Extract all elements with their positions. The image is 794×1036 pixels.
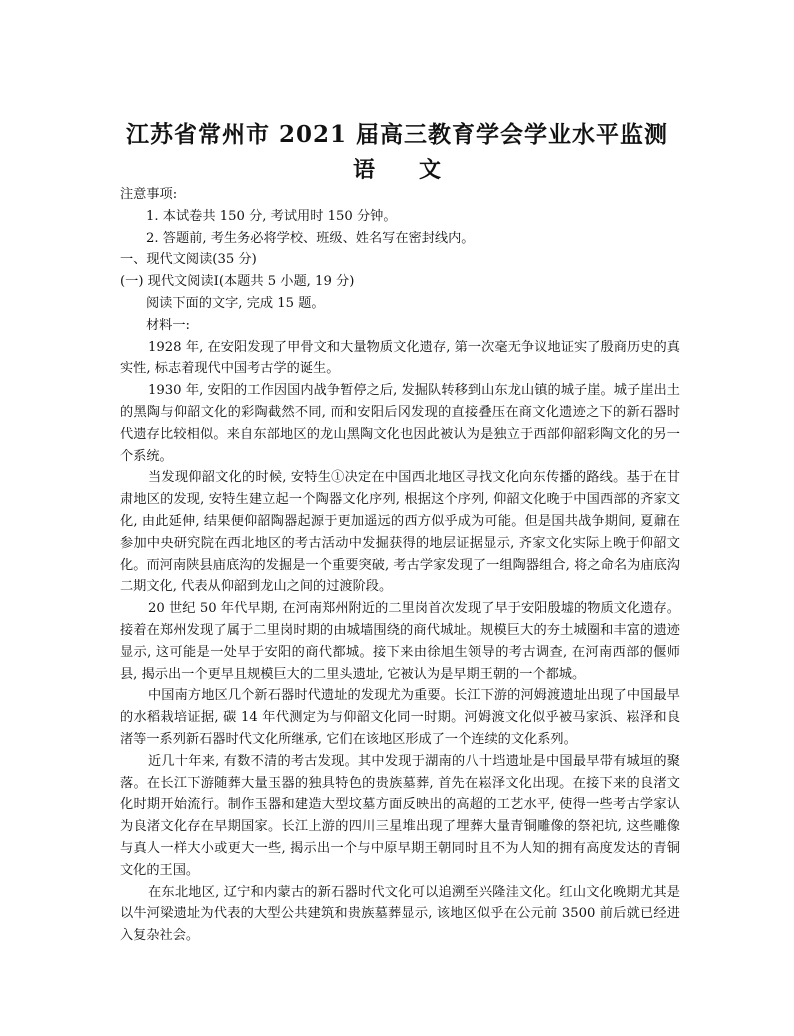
section-heading: 一、现代文阅读(35 分)	[120, 252, 257, 268]
paragraph-4: 20 世纪 50 年代早期, 在河南郑州附近的二里岗首次发现了早于安阳殷墟的物质文化遗存。接着在郑州发现了属于二里岗时期的由城墙围绕的商代城址。规模巨大的夯土城圈和丰富的遗迹显示, 这可能是一处早于安阳的商代都城。接下来由徐旭生领导的考古调查, 在河南西部的偃师县, 揭示出一个更早且规模巨大的二里头遗址, 它被认为是早期王朝的一个都城。	[120, 601, 680, 682]
paragraph-3: 当发现仰韶文化的时候, 安特生①决定在中国西北地区寻找文化向东传播的路线。基于在甘肃地区的发现, 安特生建立起一个陶器文化序列, 根据这个序列, 仰韶文化晚于中国西部的齐家文化, 由此延伸, 结果便仰韶陶器起源于更加遥远的西方似乎成为可能。但是国共战争期间, 夏鼐在参加中央研究院在西北地区的考古活动中发掘获得的地层证据显示, 齐家文化实际上晚于仰韶文化。而河南陕县庙底沟的发掘是一个重要突破, 考古学家发现了一组陶器组合, 将之命名为庙底沟二期文化, 代表从仰韶到龙山之间的过渡阶段。	[120, 470, 680, 595]
subject-char-1: 语	[352, 157, 375, 183]
reading-instruction: 阅读下面的文字, 完成 15 题。	[146, 295, 325, 311]
notice-item-1: 1. 本试卷共 150 分, 考试用时 150 分钟。	[146, 208, 397, 224]
paragraph-1: 1928 年, 在安阳发现了甲骨文和大量物质文化遗存, 第一次毫无争议地证实了殷商历史的真实性, 标志着现代中国考古学的诞生。	[120, 339, 680, 377]
paragraph-5: 中国南方地区几个新石器时代遗址的发现尤为重要。长江下游的河姆渡遗址出现了中国最早的水稻栽培证据, 碳 14 年代测定为与仰韶文化同一时期。河姆渡文化似乎被马家浜、崧泽和良渚等一系列新石器时代文化所继承, 它们在该地区形成了一个连续的文化系列。	[120, 688, 680, 747]
notice-heading: 注意事项:	[120, 187, 178, 202]
paragraph-6: 近几十年来, 有数不清的考古发现。其中发现于湖南的八十垱遗址是中国最早带有城垣的聚落。在长江下游随葬大量玉器的独具特色的贵族墓葬, 首先在崧泽文化出现。在接下来的良渚文化时期开始流行。制作玉器和建造大型坟墓方面反映出的高超的工艺水平, 使得一些考古学家认为良渚文化存在早期国家。长江上游的四川三星堆出现了埋葬大量青铜雕像的祭祀坑, 这些雕像与真人一样大小或更大一些, 揭示出一个与中原早期王朝同时且不为人知的拥有高度发达的青铜文化的王国。	[120, 753, 680, 878]
subsection-heading: (一) 现代文阅读Ⅰ(本题共 5 小题, 19 分)	[120, 274, 355, 290]
subject-char-2: 文	[419, 157, 442, 183]
paragraph-2: 1930 年, 安阳的工作因国内战争暂停之后, 发掘队转移到山东龙山镇的城子崖。城子崖出土的黑陶与仰韶文化的彩陶截然不同, 而和安阳后冈发现的直接叠压在商文化遗迹之下的新石器时代遗存比较相似。来自东部地区的龙山黑陶文化也因此被认为是独立于西部仰韶彩陶文化的另一个系统。	[120, 383, 680, 464]
document-body	[120, 184, 680, 947]
page-title: 江苏省常州市 2021 届高三教育学会学业水平监测	[125, 121, 669, 148]
page-subtitle	[0, 155, 794, 185]
paragraph-7: 在东北地区, 辽宁和内蒙古的新石器时代文化可以追溯至兴隆洼文化。红山文化晚期尤其是以牛河梁遗址为代表的大型公共建筑和贵族墓葬显示, 该地区似乎在公元前 3500 前后就已经进入复杂社会。	[120, 884, 680, 944]
material-label: 材料一:	[146, 317, 191, 333]
notice-item-2: 2. 答题前, 考生务必将学校、班级、姓名写在密封线内。	[146, 230, 475, 246]
